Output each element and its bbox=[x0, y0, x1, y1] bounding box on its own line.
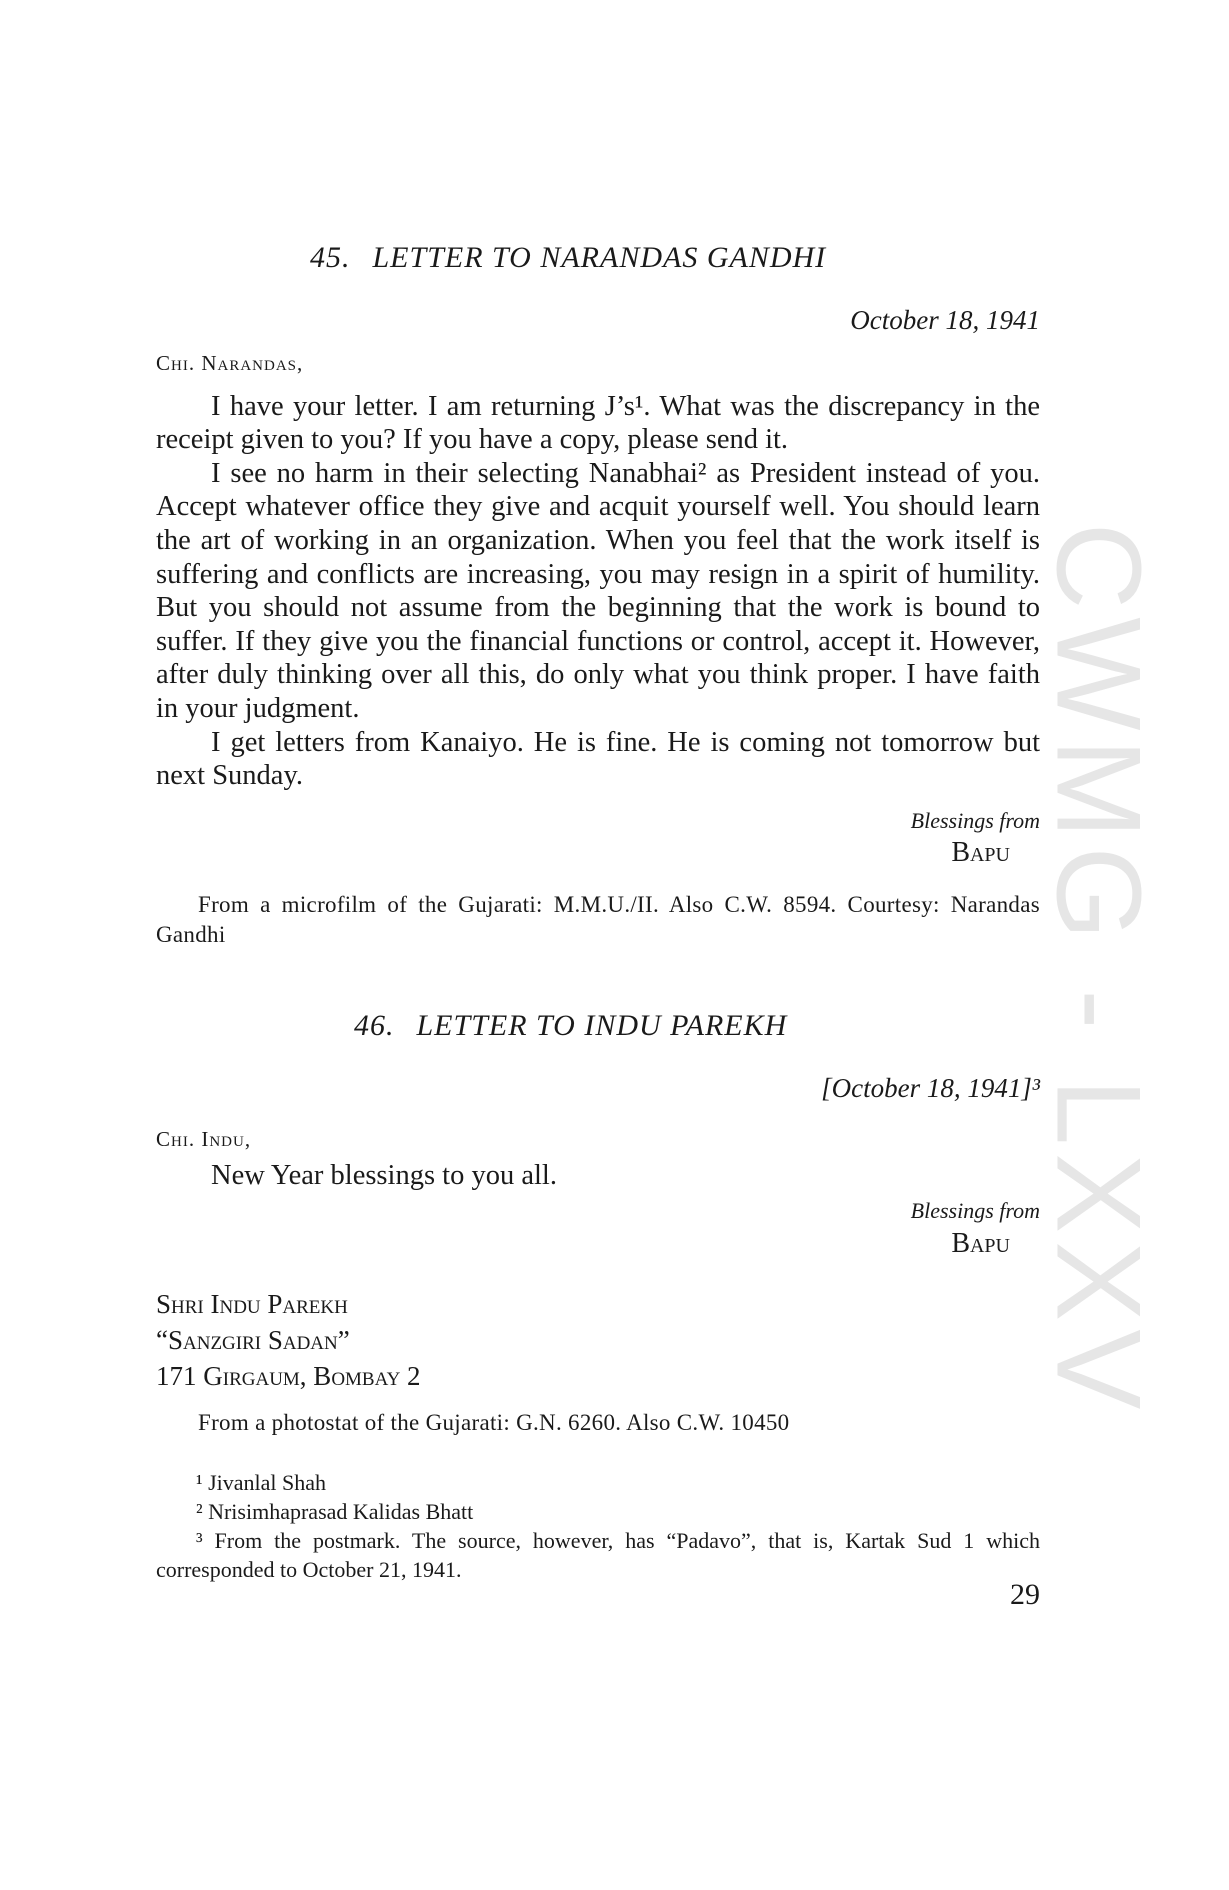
letter-45-heading bbox=[310, 240, 1040, 276]
letter-46-source: From a photostat of the Gujarati: G.N. 6260. Also C.W. 10450 bbox=[198, 1410, 790, 1436]
letter-46-body bbox=[156, 1159, 1040, 1193]
letter-46 bbox=[156, 1008, 1040, 1438]
page-number: 29 bbox=[1010, 1578, 1040, 1611]
footnote-3: ³ From the postmark. The source, however, has “Padavo”, that is, Kartak Sud 1 which corresponded to October 21, 1941. bbox=[156, 1528, 1040, 1583]
letter-46-date: [October 18, 1941]³ bbox=[821, 1072, 1040, 1103]
letter-46-number: 46. bbox=[354, 1008, 395, 1042]
letter-45-title: LETTER TO NARANDAS GANDHI bbox=[372, 241, 827, 274]
letter-45-source: From a microfilm of the Gujarati: M.M.U./II. Also C.W. 8594. Courtesy: Narandas Gandhi bbox=[156, 891, 1040, 947]
document-page bbox=[156, 240, 1040, 1584]
watermark-text: CWMG - LXXV bbox=[1031, 522, 1165, 1418]
watermark bbox=[1018, 430, 1178, 1510]
letter-46-address bbox=[156, 1286, 1040, 1394]
letter-46-heading bbox=[354, 1008, 1040, 1044]
letter-45-salutation: Chi. Narandas, bbox=[156, 351, 304, 376]
letter-46-signature: Bapu bbox=[951, 1227, 1010, 1259]
letter-45-paragraph-1: I have your letter. I am returning J’s¹. What was the discrepancy in the receipt given to you? If you have a copy, please send it. bbox=[156, 390, 1040, 456]
letter-46-salutation: Chi. Indu, bbox=[156, 1127, 252, 1152]
letter-45-signature: Bapu bbox=[951, 837, 1010, 869]
footnote-1: ¹ Jivanlal Shah bbox=[196, 1470, 327, 1496]
address-line-3: 171 Girgaum, Bombay 2 bbox=[156, 1361, 421, 1392]
letter-45-closing: Blessings from bbox=[910, 807, 1040, 833]
letter-45-number: 45. bbox=[310, 241, 351, 274]
letter-45-date: October 18, 1941 bbox=[850, 305, 1040, 335]
letter-46-signature-block bbox=[156, 1197, 1040, 1262]
letter-46-closing: Blessings from bbox=[910, 1198, 1040, 1224]
letter-45-signature-block bbox=[156, 807, 1040, 872]
footnote-2: ² Nrisimhaprasad Kalidas Bhatt bbox=[196, 1499, 474, 1525]
letter-46-paragraph-1: New Year blessings to you all. bbox=[211, 1160, 557, 1192]
footnotes bbox=[156, 1468, 1040, 1584]
address-line-2: “Sanzgiri Sadan” bbox=[156, 1325, 350, 1356]
address-line-1: Shri Indu Parekh bbox=[156, 1289, 348, 1320]
letter-45-paragraph-2: I see no harm in their selecting Nanabhai² as President instead of you. Accept whatever office they give and acquit yourself well. You should learn the art of working in an organization. When you feel that the work itself is suffering and conflicts are increasing, you may resign in a spirit of humility. But you should not assume from the beginning that the work is bound to suffer. If they give you the financial functions or control, accept it. However, after duly thinking over all this, do only what you think proper. I have faith in your judgment. bbox=[156, 457, 1040, 725]
letter-46-title: LETTER TO INDU PAREKH bbox=[416, 1008, 788, 1042]
letter-45 bbox=[156, 240, 1040, 950]
letter-45-paragraph-3: I get letters from Kanaiyo. He is fine. He is coming not tomorrow but next Sunday. bbox=[156, 726, 1040, 792]
letter-45-body bbox=[156, 390, 1040, 793]
